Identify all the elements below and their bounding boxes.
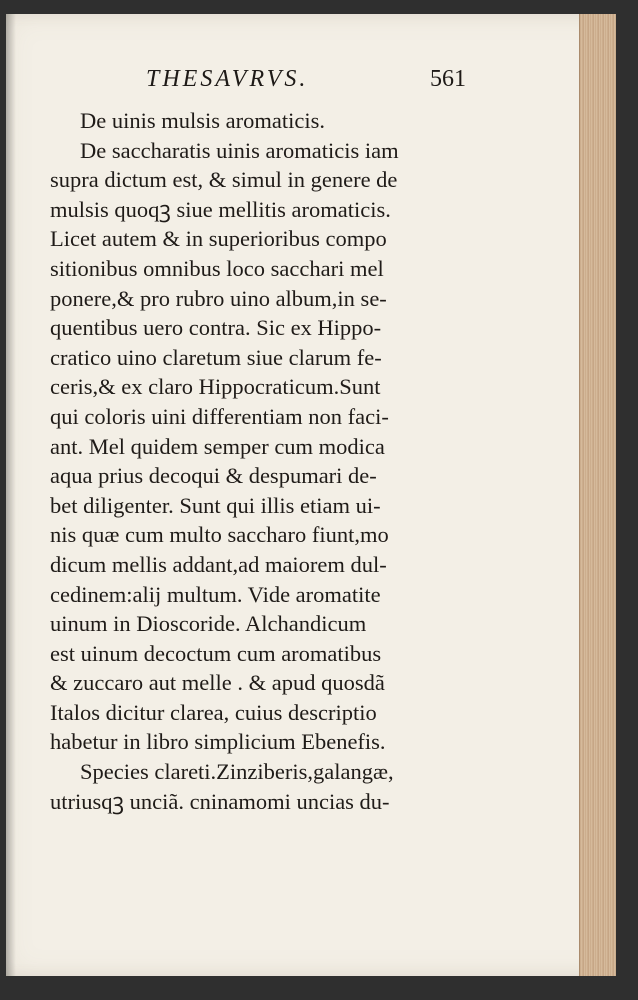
text-line: De saccharatis uinis aromaticis iam xyxy=(80,137,399,163)
text-line: dicum mellis addant,ad maiorem dul- xyxy=(50,551,387,577)
text-line: Italos dicitur clarea, cuius descriptio xyxy=(50,699,377,725)
text-line: nis quæ cum multo saccharo fiunt,mo xyxy=(50,522,389,548)
gutter-shadow xyxy=(6,14,16,976)
show-through-ink xyxy=(476,834,546,864)
section-heading: De uinis mulsis aromaticis. xyxy=(80,108,325,133)
text-line: sitionibus omnibus loco sacchari mel xyxy=(50,255,384,281)
text-line: qui coloris uini differentiam non faci- xyxy=(50,403,389,429)
text-line: ceris,& ex claro Hippocraticum.Sunt xyxy=(50,374,381,400)
page-number: 561 xyxy=(430,66,466,92)
text-line: & zuccaro aut melle . & apud quosdã xyxy=(50,670,385,696)
text-line: habetur in libro simplicium Ebenefis. xyxy=(50,729,386,755)
text-line: bet diligenter. Sunt qui illis etiam ui- xyxy=(50,492,381,518)
page-header xyxy=(146,66,466,100)
text-line: cedinem:alij multum. Vide aromatite xyxy=(50,581,381,607)
text-line: utriusqꝫ unciã. cninamomi uncias du- xyxy=(50,788,390,814)
text-line: quentibus uero contra. Sic ex Hippo- xyxy=(50,315,382,341)
text-line: est uinum decoctum cum aromatibus xyxy=(50,640,382,666)
text-line: ponere,& pro rubro uino album,in se- xyxy=(50,285,387,311)
book-page xyxy=(6,14,616,976)
text-line: Licet autem & in superioribus compo xyxy=(50,226,387,252)
text-line: uinum in Dioscoride. Alchandicum xyxy=(50,611,367,637)
text-line: aqua prius decoqui & despumari de- xyxy=(50,463,377,489)
body-text xyxy=(50,106,462,816)
text-line: ant. Mel quidem semper cum modica xyxy=(50,433,385,459)
text-line: mulsis quoqꝫ siue mellitis aromaticis. xyxy=(50,196,391,222)
running-title: THESAVRVS. xyxy=(146,66,309,92)
text-line: Species clareti.Zinziberis,galangæ, xyxy=(80,759,394,785)
text-line: supra dictum est, & simul in genere de xyxy=(50,167,398,193)
text-line: cratico uino claretum siue clarum fe- xyxy=(50,344,382,370)
page-edge xyxy=(579,14,616,976)
